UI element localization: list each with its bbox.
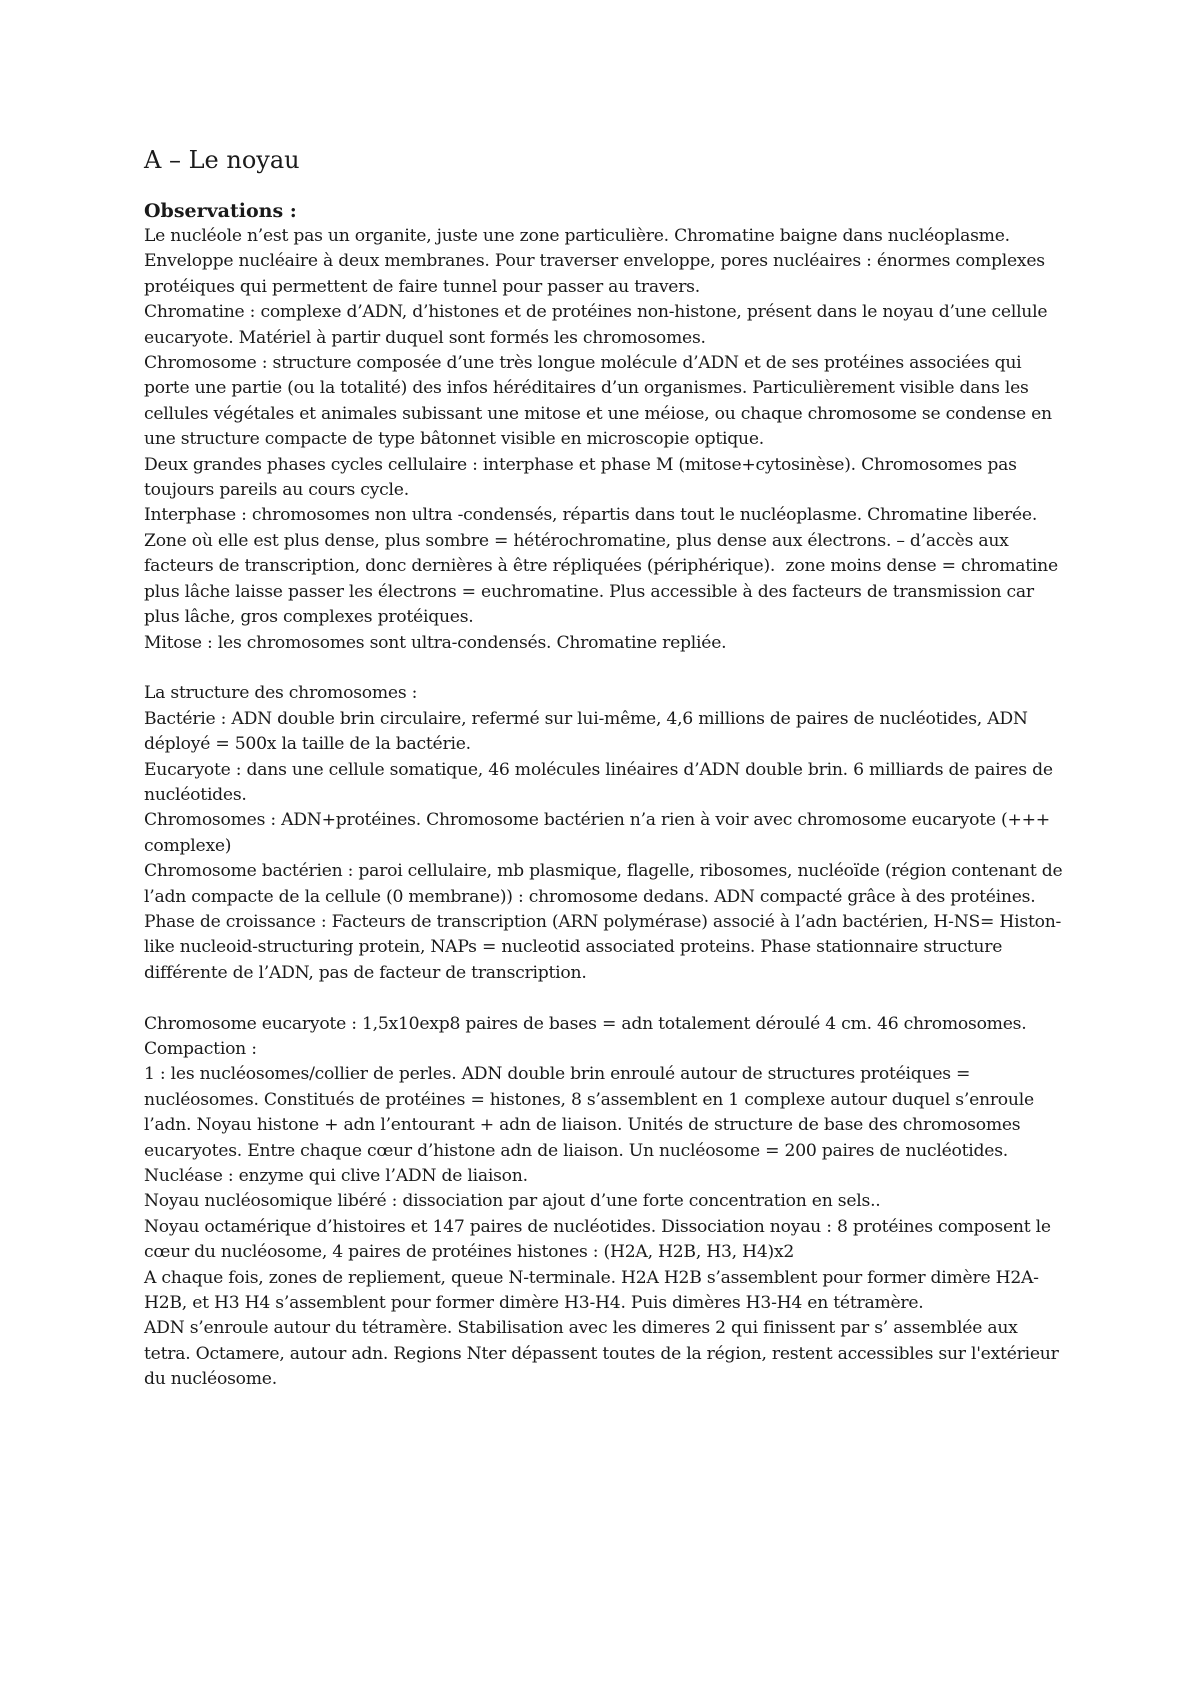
paragraph: Interphase : chromosomes non ultra -condensés, répartis dans tout le nucléoplasme. Chromatine liberée. Zone où elle est plus dense, plus sombre = hétérochromatine, plus dense aux électrons. – d’accès aux facteurs de transcription, donc dernières à être répliquées (périphérique). zone moins dense = chromatine plus lâche laisse passer les électrons = euchromatine. Plus accessible à des facteurs de transmission car plus lâche, gros complexes protéiques.: [144, 505, 1058, 628]
paragraph: Chromatine : complexe d’ADN, d’histones et de protéines non-histone, présent dans le noyau d’une cellule eucaryote. Matériel à partir duquel sont formés les chromosomes.: [144, 302, 1048, 348]
section-heading: La structure des chromosomes :: [144, 683, 418, 704]
paragraph: 1 : les nucléosomes/collier de perles. ADN double brin enroulé autour de structures protéiques = nucléosomes. Constitués de protéines = histones, 8 s’assemblent en 1 complexe autour duquel s’enroule l’adn. Noyau histone + adn l’entourant + adn de liaison. Unités de structure de base des chromosomes eucaryotes. Entre chaque cœur d’histone adn de liaison. Un nucléosome = 200 paires de nucléotides. Nucléase : enzyme qui clive l’ADN de liaison.: [144, 1064, 1034, 1186]
paragraph: Noyau octamérique d’histoires et 147 paires de nucléotides. Dissociation noyau : 8 protéines composent le cœur du nucléosome, 4 paires de protéines histones : (H2A, H2B, H3, H4)x2: [144, 1216, 1051, 1263]
page-title: A – Le noyau: [144, 146, 300, 174]
section-heading: Compaction :: [144, 1038, 257, 1059]
paragraph-spacer: [144, 986, 1064, 1011]
paragraph: Chromosome eucaryote : 1,5x10exp8 paires de bases = adn totalement déroulé 4 cm. 46 chromosomes.: [144, 1013, 1027, 1034]
paragraph: Chromosomes : ADN+protéines. Chromosome bactérien n’a rien à voir avec chromosome eucaryote (+++ complexe): [144, 810, 1050, 856]
paragraph: A chaque fois, zones de repliement, queue N-terminale. H2A H2B s’assemblent pour former dimère H2A-H2B, et H3 H4 s’assemblent pour former dimère H3-H4. Puis dimères H3-H4 en tétramère.: [144, 1267, 1039, 1314]
observations-heading: Observations :: [144, 200, 297, 222]
paragraph: Noyau nucléosomique libéré : dissociation par ajout d’une forte concentration en sels..: [144, 1191, 881, 1212]
paragraph: Bactérie : ADN double brin circulaire, refermé sur lui-même, 4,6 millions de paires de nucléotides, ADN déployé = 500x la taille de la bactérie.: [144, 708, 1028, 755]
paragraph: Chromosome : structure composée d’une très longue molécule d’ADN et de ses protéines associées qui porte une partie (ou la totalité) des infos héréditaires d’un organismes. Particulièrement visible dans les cellules végétales et animales subissant une mitose et une méiose, ou chaque chromosome se condense en une structure compacte de type bâtonnet visible en microscopie optique.: [144, 353, 1052, 450]
paragraph: Chromosome bactérien : paroi cellulaire, mb plasmique, flagelle, ribosomes, nucléoïde (région contenant de l’adn compacte de la cellule (0 membrane)) : chromosome dedans. ADN compacté grâce à des protéines. Phase de croissance : Facteurs de transcription (ARN polymérase) associé à l’adn bactérien, H-NS= Histon-like nucleoid-structuring protein, NAPs = nucleotid associated proteins. Phase stationnaire structure différente de l’ADN, pas de facteur de transcription.: [144, 861, 1063, 983]
document-page: [144, 144, 1064, 1393]
paragraph: Le nucléole n’est pas un organite, juste une zone particulière. Chromatine baigne dans nucléoplasme. Enveloppe nucléaire à deux membranes. Pour traverser enveloppe, pores nucléaires : énormes complexes protéiques qui permettent de faire tunnel pour passer au travers.: [144, 226, 1045, 297]
paragraph-spacer: [144, 656, 1064, 681]
paragraph: ADN s’enroule autour du tétramère. Stabilisation avec les dimeres 2 qui finissent par s’ assemblée aux tetra. Octamere, autour adn. Regions Nter dépassent toutes de la région, restent accessibles sur l'extérieur du nucléosome.: [144, 1318, 1059, 1390]
paragraph: Mitose : les chromosomes sont ultra-condensés. Chromatine repliée.: [144, 632, 727, 653]
paragraph: Deux grandes phases cycles cellulaire : interphase et phase M (mitose+cytosinèse). Chromosomes pas toujours pareils au cours cycle.: [144, 454, 1017, 501]
paragraph: Eucaryote : dans une cellule somatique, 46 molécules linéaires d’ADN double brin. 6 milliards de paires de nucléotides.: [144, 759, 1053, 805]
